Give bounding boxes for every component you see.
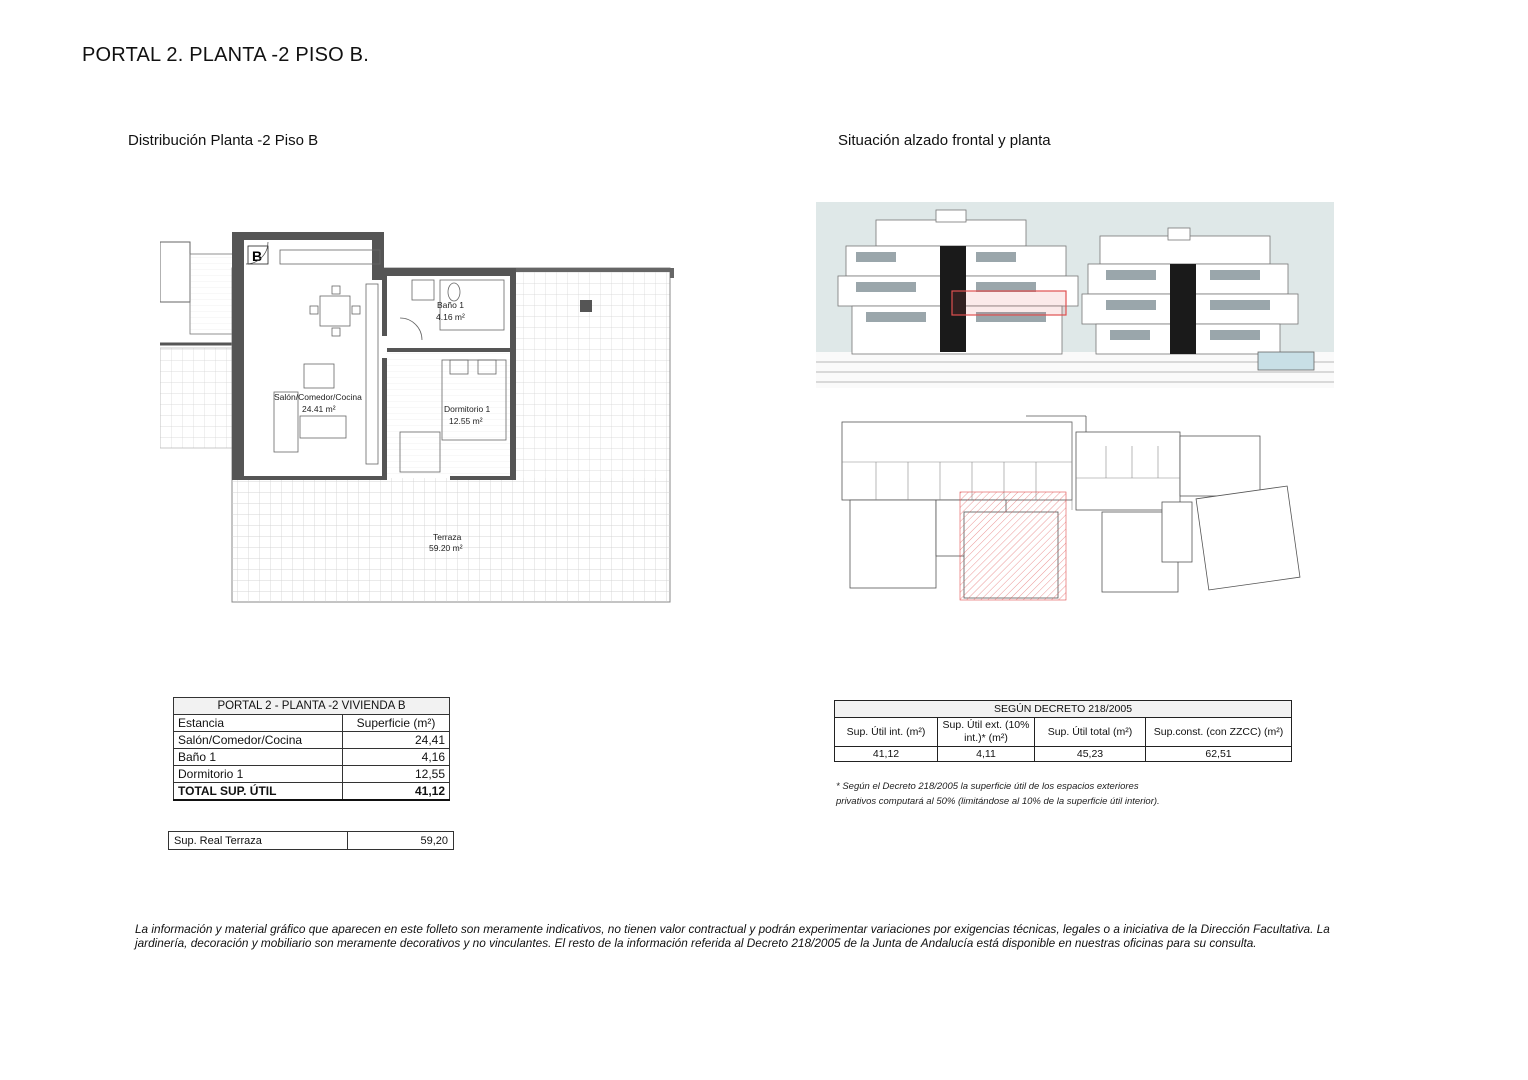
table-row	[174, 749, 450, 766]
decree-value: 41,12	[835, 747, 938, 762]
terrace-label: Sup. Real Terraza	[169, 832, 348, 850]
row-room: Baño 1	[174, 749, 343, 766]
room-area-terraza: 59.20 m²	[429, 543, 463, 553]
total-row	[174, 783, 450, 801]
row-area: 12,55	[343, 766, 450, 783]
decree-header: Sup. Útil ext. (10% int.)* (m²)	[938, 718, 1035, 747]
terrace-value: 59,20	[348, 832, 454, 850]
room-area-salon: 24.41 m²	[302, 404, 336, 414]
plan-heading: Distribución Planta -2 Piso B	[128, 132, 319, 149]
table-row	[174, 732, 450, 749]
row-area: 4,16	[343, 749, 450, 766]
decree-note	[836, 779, 1196, 809]
front-elevation	[816, 202, 1334, 388]
unit-area-table	[173, 697, 450, 801]
decree-value: 45,23	[1035, 747, 1146, 762]
row-area: 24,41	[343, 732, 450, 749]
row-room: Dormitorio 1	[174, 766, 343, 783]
room-area-dormitorio: 12.55 m²	[449, 416, 483, 426]
page-title: PORTAL 2. PLANTA -2 PISO B.	[82, 44, 369, 66]
col-header-area: Superficie (m²)	[343, 715, 450, 732]
decree-caption: SEGÚN DECRETO 218/2005	[835, 701, 1292, 718]
row-room: Salón/Comedor/Cocina	[174, 732, 343, 749]
room-area-bano: 4.16 m²	[436, 312, 465, 322]
disclaimer: La información y material gráfico que aparecen en este folleto son meramente indicativos, no tienen valor contractual y podrán experimentar variaciones por exigencias técnicas, legales o a iniciativa de la Dirección Facultativa. La jardinería, decoración y mobiliario son meramente decorativos y no vinculantes. El resto de la información referida al Decreto 218/2005 de la Junta de Andalucía está disponible en nuestras oficinas para su consulta.	[135, 922, 1330, 950]
situation-heading: Situación alzado frontal y planta	[838, 132, 1051, 149]
decree-table	[834, 700, 1292, 762]
decree-value: 62,51	[1146, 747, 1292, 762]
unit-table-caption: PORTAL 2 - PLANTA -2 VIVIENDA B	[174, 698, 450, 715]
unit-highlight-plan	[960, 492, 1066, 600]
room-name-dormitorio: Dormitorio 1	[444, 404, 491, 414]
site-plan	[836, 412, 1310, 604]
col-header-room: Estancia	[174, 715, 343, 732]
decree-header: Sup. Útil total (m²)	[1035, 718, 1146, 747]
room-name-salon: Salón/Comedor/Cocina	[274, 392, 362, 402]
door-tag: B	[252, 248, 263, 264]
decree-header: Sup.const. (con ZZCC) (m²)	[1146, 718, 1292, 747]
decree-header: Sup. Útil int. (m²)	[835, 718, 938, 747]
decree-value: 4,11	[938, 747, 1035, 762]
total-value: 41,12	[343, 783, 450, 801]
terrace-table	[168, 831, 454, 850]
room-name-terraza: Terraza	[433, 532, 462, 542]
total-label: TOTAL SUP. ÚTIL	[174, 783, 343, 801]
decree-note-line: * Según el Decreto 218/2005 la superficie útil de los espacios exteriores	[836, 781, 1139, 792]
room-name-bano: Baño 1	[437, 300, 464, 310]
garden-area	[160, 348, 232, 448]
floor-plan	[160, 228, 680, 608]
table-row	[174, 766, 450, 783]
decree-note-line: privativos computará al 50% (limitándose al 10% de la superficie útil interior).	[836, 796, 1160, 807]
